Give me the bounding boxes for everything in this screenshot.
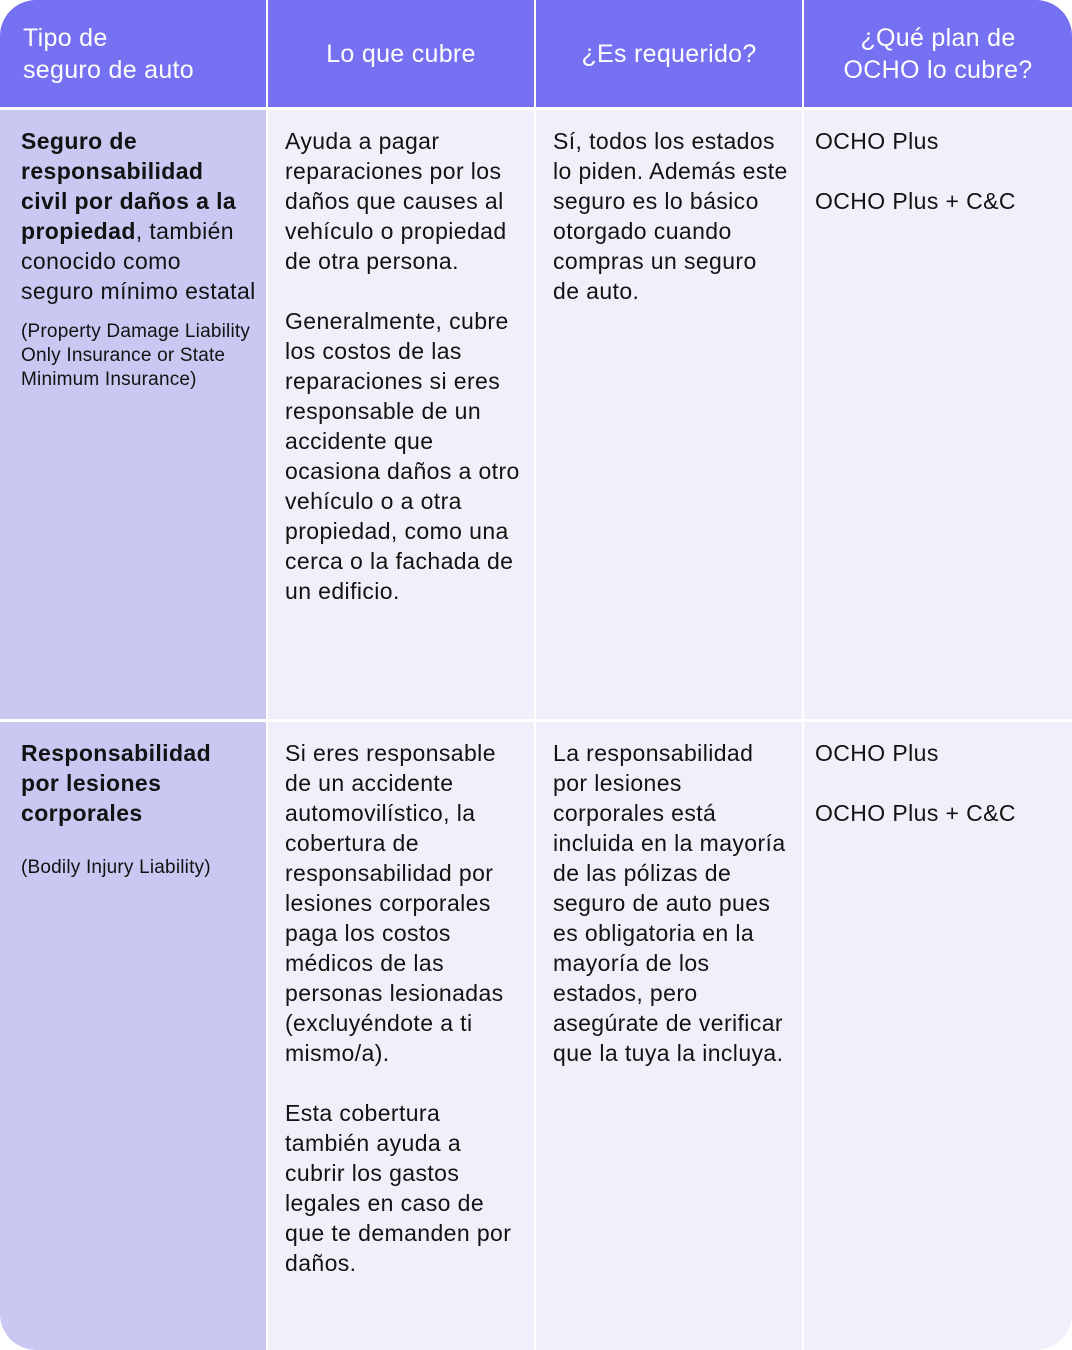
row-1-plan-cell: [804, 110, 1072, 719]
header-plan-line1: ¿Qué plan de: [860, 23, 1016, 52]
row-1-plan-item: OCHO Plus + C&C: [815, 188, 1016, 214]
row-1-covers-cell: [268, 110, 534, 719]
header-required: [536, 0, 802, 107]
row-2-covers-cell: [268, 722, 534, 1350]
row-2-type-title: Responsabilidad por lesiones corporales: [21, 740, 212, 826]
row-1-type-subtitle: , también conocido como seguro mínimo estatal: [21, 218, 256, 304]
header-covers: [268, 0, 534, 107]
header-covers-label: Lo que cubre: [326, 39, 476, 68]
row-2-plan-cell: [804, 722, 1072, 1350]
row-1-covers-paragraph-1: Ayuda a pagar reparaciones por los daños que causes al vehículo o propiedad de otra persona.: [285, 128, 507, 274]
row-1-type-cell: [0, 110, 266, 719]
row-1-type-text: [21, 126, 256, 306]
header-type-line2: seguro de auto: [23, 55, 194, 84]
row-2-plan-item: OCHO Plus + C&C: [815, 800, 1016, 826]
row-2-type-english: (Bodily Injury Liability): [21, 857, 211, 878]
row-2-required-cell: [536, 722, 802, 1350]
row-2-covers-paragraph-1: Si eres responsable de un accidente automovilístico, la cobertura de responsabilidad por lesiones corporales paga los costos médicos de las personas lesionadas (excluyéndote a ti mismo/a).: [285, 740, 504, 1066]
row-2-type-text: [21, 738, 256, 828]
row-1-required-cell: [536, 110, 802, 719]
row-2-plan-item: OCHO Plus: [815, 740, 939, 766]
row-1-plan-item: OCHO Plus: [815, 128, 939, 154]
row-1-required-text: Sí, todos los estados lo piden. Además este seguro es lo básico otorgado cuando compras un seguro de auto.: [553, 128, 788, 304]
header-type-line1: Tipo de: [23, 23, 108, 52]
header-type: [0, 0, 266, 107]
header-plan-line2: OCHO lo cubre?: [843, 55, 1033, 84]
row-2-type-cell: [0, 722, 266, 1350]
header-plan: [804, 0, 1072, 107]
row-1-type-title: Seguro de responsabilidad civil por daños a la propiedad: [21, 128, 237, 244]
row-2-covers-paragraph-2: Esta cobertura también ayuda a cubrir los gastos legales en caso de que te demanden por daños.: [285, 1100, 512, 1276]
header-required-label: ¿Es requerido?: [581, 39, 757, 68]
row-2-required-text: La responsabilidad por lesiones corporales está incluida en la mayoría de las pólizas de seguro de auto pues es obligatoria en la mayoría de los estados, pero asegúrate de verificar que la tuya la incluya.: [553, 740, 786, 1066]
row-1-covers-paragraph-2: Generalmente, cubre los costos de las reparaciones si eres responsable de un accidente que ocasiona daños a otro vehículo o a otra propiedad, como una cerca o la fachada de un edificio.: [285, 308, 520, 604]
row-1-type-english: (Property Damage Liability Only Insurance or State Minimum Insurance): [21, 321, 251, 390]
